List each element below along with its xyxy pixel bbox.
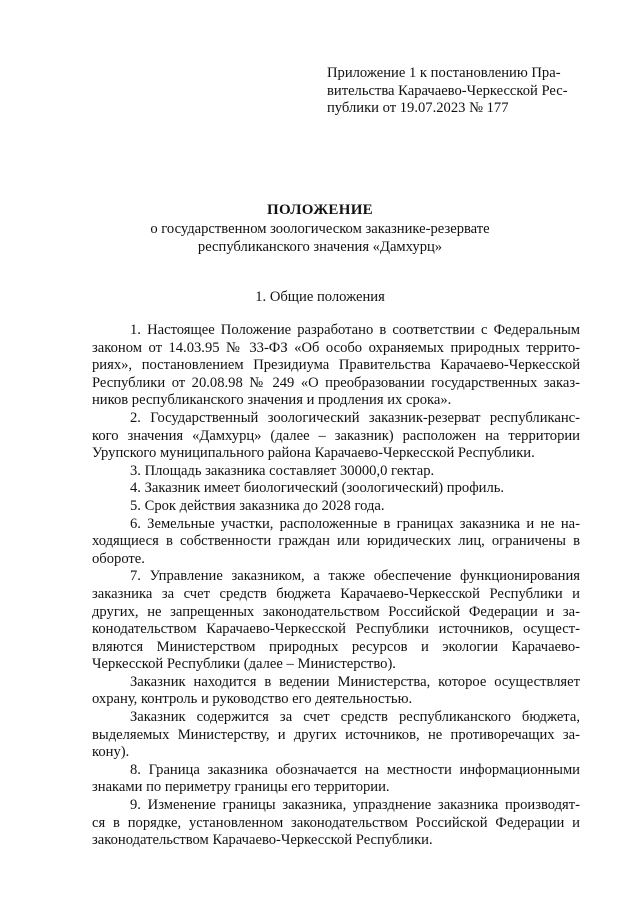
paragraph-line: кону). bbox=[92, 744, 130, 761]
paragraph-line: Заказник содержится за счет средств республиканского бюджета, bbox=[130, 709, 580, 726]
paragraph bbox=[92, 568, 580, 674]
paragraph-line: Урупского муниципального района Карачаево-Черкесской Республики. bbox=[92, 445, 535, 462]
paragraph-line: риях», постановлением Президиума Правительства Карачаево-Черкесской bbox=[92, 357, 580, 374]
document-subtitle bbox=[0, 221, 640, 256]
paragraph-line: ников республиканского значения и продления их срока». bbox=[92, 392, 452, 409]
paragraph-line: ходящиеся в собственности граждан или юридических лиц, ограничены в bbox=[92, 533, 580, 550]
paragraph-line: Республики от 20.08.98 № 249 «О преобразовании государственных заказ- bbox=[92, 374, 580, 391]
paragraph-line: Заказник находится в ведении Министерства, которое осуществляет bbox=[130, 673, 580, 690]
paragraph bbox=[92, 480, 580, 498]
paragraph-line: охрану, контроль и руководство его деятельностью. bbox=[92, 691, 413, 708]
paragraph-line: законодательством Карачаево-Черкесской Республики. bbox=[92, 832, 433, 849]
paragraph-line: 9. Изменение границы заказника, упразднение заказника производят- bbox=[130, 797, 580, 814]
section-heading: 1. Общие положения bbox=[255, 289, 385, 305]
paragraph-line: других, не запрещенных законодательством Российской Федерации и за- bbox=[92, 603, 580, 620]
paragraph-line: знаками по периметру границы его территории. bbox=[92, 779, 390, 796]
paragraph bbox=[92, 498, 580, 516]
paragraph bbox=[92, 762, 580, 797]
paragraph-line: конодательством Карачаево-Черкесской Республики источников, осущест- bbox=[92, 621, 580, 638]
paragraph-line: кого значения «Дамхурц» (далее – заказник) расположен на территории bbox=[92, 427, 580, 444]
annex-line: вительства Карачаево-Черкесской Рес- bbox=[327, 82, 568, 99]
paragraph-line: вляются Министерством природных ресурсов и экологии Карачаево- bbox=[92, 638, 580, 655]
paragraph-line: 8. Граница заказника обозначается на местности информационными bbox=[130, 761, 580, 778]
subtitle-line: республиканского значения «Дамхурц» bbox=[197, 238, 443, 255]
subtitle-line: о государственном зоологическом заказнике-резервате bbox=[150, 221, 490, 237]
paragraph-line: 4. Заказник имеет биологический (зоологический) профиль. bbox=[130, 480, 505, 497]
paragraph-line: 3. Площадь заказника составляет 30000,0 гектар. bbox=[130, 462, 435, 479]
paragraph-line: 7. Управление заказником, а также обеспечение функционирования bbox=[130, 568, 580, 585]
paragraph-line: выделяемых Министерству, и других источников, не противоречащих за- bbox=[92, 726, 580, 743]
paragraph-line: обороте. bbox=[92, 550, 145, 567]
paragraph-line: 2. Государственный зоологический заказник-резерват республиканс- bbox=[130, 409, 580, 426]
paragraph bbox=[92, 674, 580, 709]
paragraph-line: законом от 14.03.95 № 33-ФЗ «Об особо охраняемых природных террито- bbox=[92, 339, 580, 356]
paragraph bbox=[92, 709, 580, 762]
paragraph-line: заказника за счет средств бюджета Карачаево-Черкесской Республики и bbox=[92, 585, 580, 602]
paragraph bbox=[92, 410, 580, 463]
paragraph-line: Черкесской Республики (далее – Министерство). bbox=[92, 656, 396, 673]
document-title: ПОЛОЖЕНИЕ bbox=[267, 202, 373, 218]
paragraph bbox=[92, 797, 580, 850]
paragraph-line: 5. Срок действия заказника до 2028 года. bbox=[130, 497, 385, 514]
paragraph-line: 6. Земельные участки, расположенные в границах заказника и не на- bbox=[130, 515, 580, 532]
annex-line: Приложение 1 к постановлению Пра- bbox=[327, 65, 561, 81]
paragraph bbox=[92, 516, 580, 569]
paragraph bbox=[92, 463, 580, 481]
paragraph-line: 1. Настоящее Положение разработано в соответствии с Федеральным bbox=[130, 322, 580, 338]
annex-line: публики от 19.07.2023 № 177 bbox=[327, 100, 509, 116]
annex-note bbox=[327, 65, 589, 118]
paragraph-line: ся в порядке, установленном законодательством Российской Федерации и bbox=[92, 814, 580, 831]
document-body bbox=[92, 322, 580, 850]
paragraph bbox=[92, 322, 580, 410]
